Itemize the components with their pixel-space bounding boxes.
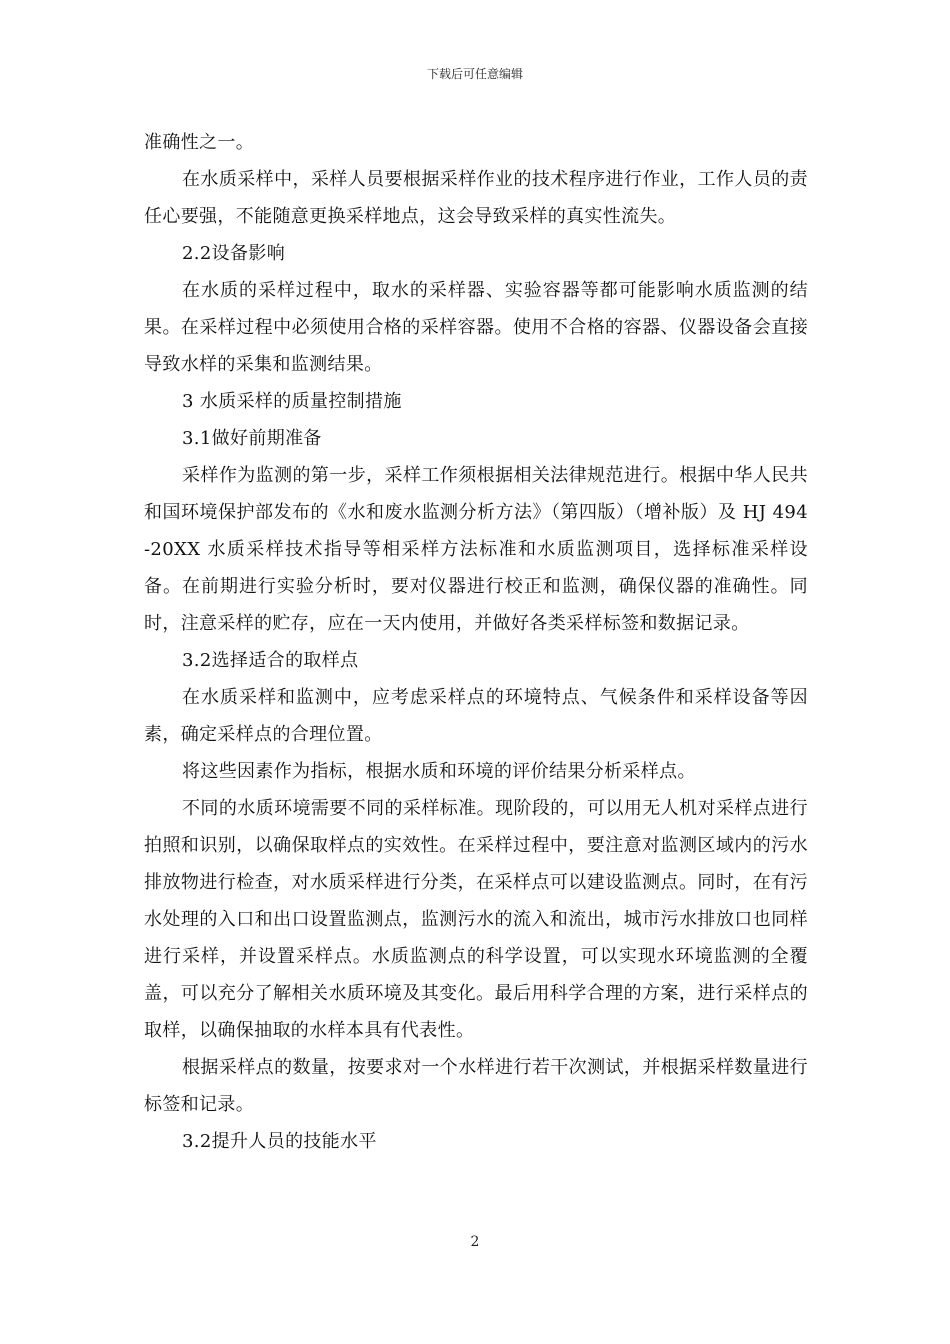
paragraph-sampling-staff: 在水质采样中，采样人员要根据采样作业的技术程序进行作业，工作人员的责任心要强，不能随意更换采样地点，这会导致采样的真实性流失。 <box>144 169 808 227</box>
paragraph-sample-testing: 根据采样点的数量，按要求对一个水样进行若干次测试，并根据采样数量进行标签和记录。 <box>144 1057 808 1115</box>
paragraph-factor-indicators: 将这些因素作为指标，根据水质和环境的评价结果分析采样点。 <box>182 761 696 782</box>
section-heading-3: 3 水质采样的质量控制措施 <box>182 391 402 412</box>
paragraph-preparation: 采样作为监测的第一步，采样工作须根据相关法律规范进行。根据中华人民共和国环境保护部发布的《水和废水监测分析方法》（第四版）（增补版）及 HJ 494-20XX 水质采样技术指导等相采样方法标准和水质监测项目，选择标准采样设备。在前期进行实验分析时，要对仪器进行校正和监测，确保仪器的准确性。同时，注意采样的贮存，应在一天内使用，并做好各类采样标签和数据记录。 <box>144 465 808 634</box>
paragraph-sampling-factors: 在水质采样和监测中，应考虑采样点的环境特点、气候条件和采样设备等因素，确定采样点的合理位置。 <box>144 687 808 745</box>
section-heading-3-2-staff-skills: 3.2提升人员的技能水平 <box>182 1131 377 1152</box>
paragraph-sampling-standards: 不同的水质环境需要不同的采样标准。现阶段的，可以用无人机对采样点进行拍照和识别，以确保取样点的实效性。在采样过程中，要注意对监测区域内的污水排放物进行检查，对水质采样进行分类，在采样点可以建设监测点。同时，在有污水处理的入口和出口设置监测点，监测污水的流入和流出，城市污水排放口也同样进行采样，并设置采样点。水质监测点的科学设置，可以实现水环境监测的全覆盖，可以充分了解相关水质环境及其变化。最后用科学合理的方案，进行采样点的取样，以确保抽取的水样本具有代表性。 <box>144 798 808 1041</box>
page-number: 2 <box>470 1234 480 1250</box>
paragraph-continuation: 准确性之一。 <box>144 132 255 153</box>
page-header: 下载后可任意编辑 <box>426 67 523 81</box>
paragraph-equipment-influence: 在水质的采样过程中，取水的采样器、实验容器等都可能影响水质监测的结果。在采样过程中必须使用合格的采样容器。使用不合格的容器、仪器设备会直接导致水样的采集和监测结果。 <box>144 280 808 375</box>
section-heading-3-1: 3.1做好前期准备 <box>182 428 322 449</box>
document-body <box>144 124 808 1160</box>
section-heading-3-2-sampling-point: 3.2选择适合的取样点 <box>182 650 359 671</box>
section-heading-2-2: 2.2设备影响 <box>182 243 286 264</box>
